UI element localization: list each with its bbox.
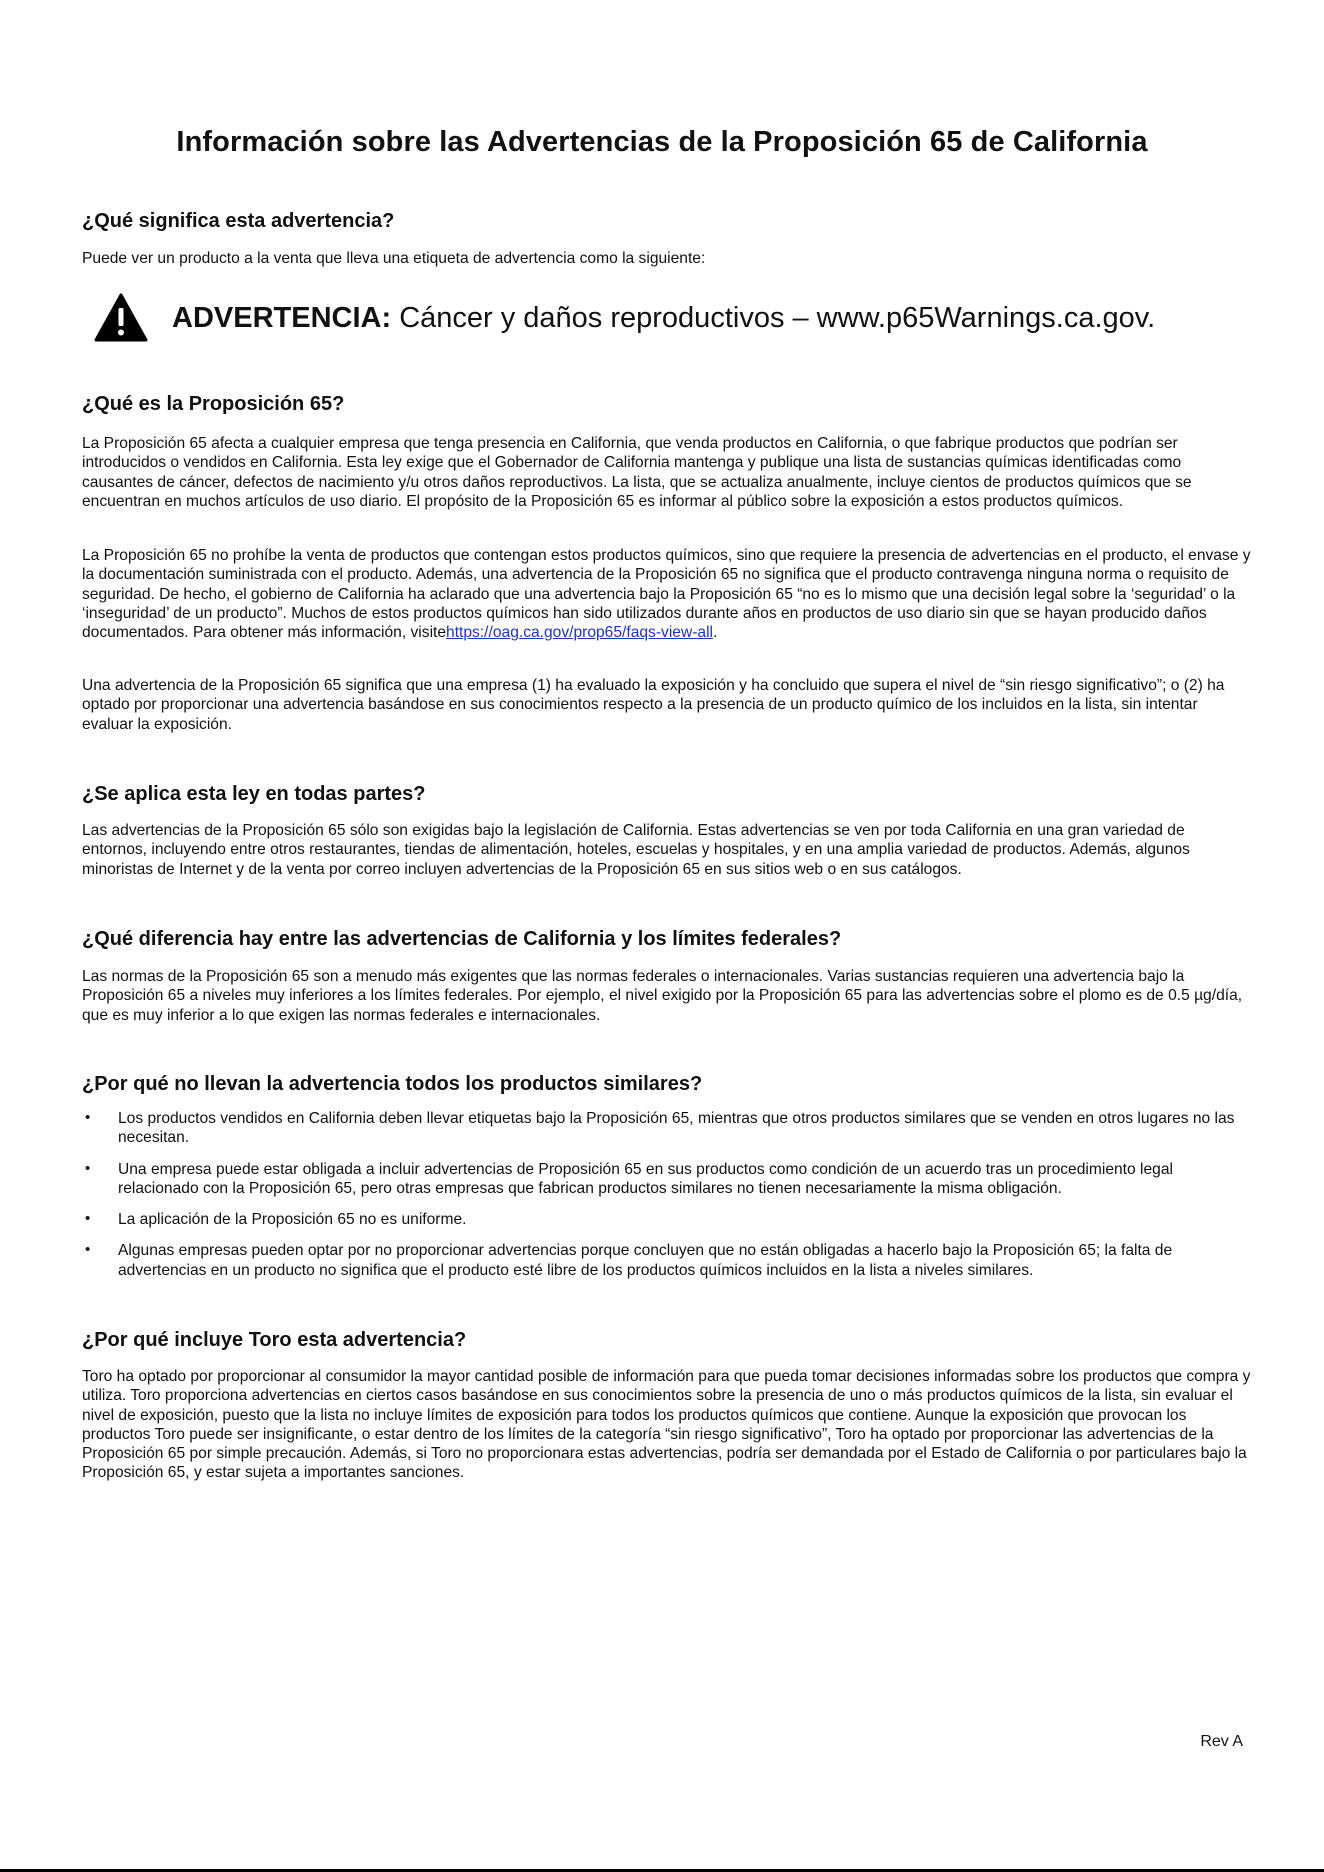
- heading-por-que-no: ¿Por qué no llevan la advertencia todos los productos similares?: [82, 1073, 703, 1095]
- revision-label: Rev A: [1200, 1733, 1243, 1750]
- paragraph-que-es-2-end: .: [713, 624, 718, 642]
- paragraph-diferencia: Las normas de la Proposición 65 son a menudo más exigentes que las normas federales o internacionales. Varias sustancias requieren una advertencia bajo la Proposición 65 a niveles muy inferiores a los límites federales. Por ejemplo, el nivel exigido por la Proposición 65 para las advertencias sobre el plomo es de 0.5 µg/día, que es muy inferior a lo que exigen las normas federales e internacionales.: [82, 968, 1243, 1024]
- heading-que-es: ¿Qué es la Proposición 65?: [82, 393, 345, 415]
- list-item-text: La aplicación de la Proposición 65 no es uniforme.: [118, 1211, 467, 1229]
- list-item: [82, 1210, 1252, 1229]
- list-item-text: Los productos vendidos en California deben llevar etiquetas bajo la Proposición 65, mientras que otros productos similares que se venden en otros lugares no las necesitan.: [118, 1110, 1235, 1147]
- paragraph-por-que-toro: Toro ha optado por proporcionar al consumidor la mayor cantidad posible de información para que pueda tomar decisiones informadas sobre los productos que compra y utiliza. Toro proporciona advertencias en ciertos casos basándose en sus conocimientos sobre la presencia de uno o más productos químicos de la lista, sin evaluar el nivel de exposición, puesto que la lista no incluye límites de exposición para todos los productos químicos que contiene. Aunque la exposición que provocan los productos Toro puede ser insignificante, o estar dentro de los límites de la categoría “sin riesgo significativo”, Toro ha optado por proporcionar las advertencias de la Proposición 65 por simple precaución. Además, si Toro no proporcionara estas advertencias, podría ser demandada por el Estado de California o por particulares bajo la Proposición 65, y estar sujeta a importantes sanciones.: [82, 1368, 1251, 1482]
- warning-text: [172, 302, 1155, 335]
- warning-label: [94, 290, 1155, 346]
- bullet-icon: •: [85, 1210, 91, 1228]
- bullet-icon: •: [85, 1109, 91, 1126]
- warning-triangle-icon: [94, 293, 148, 343]
- faq-link[interactable]: https://oag.ca.gov/prop65/faqs-view-all: [446, 624, 714, 642]
- heading-diferencia: ¿Qué diferencia hay entre las advertencias de California y los límites federales?: [82, 928, 842, 950]
- paragraph-que-es-3: Una advertencia de la Proposición 65 significa que una empresa (1) ha evaluado la exposición y ha concluido que supera el nivel de “sin riesgo significativo”; o (2) ha optado por proporcionar una advertencia basándose en sus conocimientos respecto a la presencia de un producto químico de los incluidos en la lista, sin intentar evaluar la exposición.: [82, 677, 1225, 733]
- bullet-icon: •: [85, 1159, 91, 1177]
- list-item-text: Una empresa puede estar obligada a incluir advertencias de Proposición 65 en sus productos como condición de un acuerdo tras un procedimiento legal relacionado con la Proposición 65, pero otras empresas que fabrican productos similares no tienen necesariamente la misma obligación.: [118, 1160, 1173, 1197]
- list-item-text: Algunas empresas pueden optar por no proporcionar advertencias porque concluyen que no están obligadas a hacerlo bajo la Proposición 65; la falta de advertencias en un producto no significa que el producto esté libre de los productos químicos incluidos en la lista a niveles similares.: [118, 1242, 1173, 1279]
- list-item: [82, 1109, 1252, 1148]
- paragraph-que-significa: Puede ver un producto a la venta que lleva una etiqueta de advertencia como la siguiente:: [82, 250, 706, 267]
- warning-message: Cáncer y daños reproductivos – www.p65Warnings.ca.gov.: [399, 301, 1156, 334]
- heading-por-que-toro: ¿Por qué incluye Toro esta advertencia?: [82, 1329, 467, 1351]
- list-item: [82, 1241, 1252, 1280]
- warning-word: ADVERTENCIA:: [172, 301, 392, 334]
- bullet-list: [82, 1109, 1252, 1292]
- list-item: [82, 1160, 1252, 1199]
- paragraph-se-aplica: Las advertencias de la Proposición 65 sólo son exigidas bajo la legislación de California. Estas advertencias se ven por toda California en una gran variedad de entornos, incluyendo entre otros restaurantes, tiendas de alimentación, hoteles, escuelas y hospitales, y en una amplia variedad de productos. Además, algunos minoristas de Internet y de la venta por correo incluyen advertencias de la Proposición 65 en sus sitios web o en sus catálogos.: [82, 822, 1190, 878]
- page-title: Información sobre las Advertencias de la Proposición 65 de California: [176, 126, 1148, 158]
- paragraph-que-es-2: [82, 546, 1252, 642]
- heading-que-significa: ¿Qué significa esta advertencia?: [82, 210, 395, 232]
- paragraph-que-es-1: La Proposición 65 afecta a cualquier empresa que tenga presencia en California, que venda productos en California, o que fabrique productos que podrían ser introducidos o vendidos en California. Esta ley exige que el Gobernador de California mantenga y publique una lista de sustancias químicas identificadas como causantes de cáncer, defectos de nacimiento y/u otros daños reproductivos. La lista, que se actualiza anualmente, incluye cientos de productos químicos que se encuentran en muchos artículos de uso diario. El propósito de la Proposición 65 es informar al público sobre la exposición a estos productos químicos.: [82, 435, 1192, 510]
- heading-se-aplica: ¿Se aplica esta ley en todas partes?: [82, 783, 426, 805]
- bullet-icon: •: [85, 1241, 91, 1259]
- paragraph-que-es-2-text: La Proposición 65 no prohíbe la venta de productos que contengan estos productos químicos, sino que requiere la presencia de advertencias en el producto, el envase y la documentación suministrada con el producto. Además, una advertencia de la Proposición 65 no significa que el producto contravenga ninguna norma o requisito de seguridad. De hecho, el gobierno de California ha aclarado que una advertencia bajo la Proposición 65 “no es lo mismo que una decisión legal sobre la ‘seguridad’ o la ‘inseguridad’ de un producto”. Muchos de estos productos químicos han sido utilizados durante años en productos de uso diario sin que se hayan producido daños documentados. Para obtener más información, visite: [82, 547, 1251, 642]
